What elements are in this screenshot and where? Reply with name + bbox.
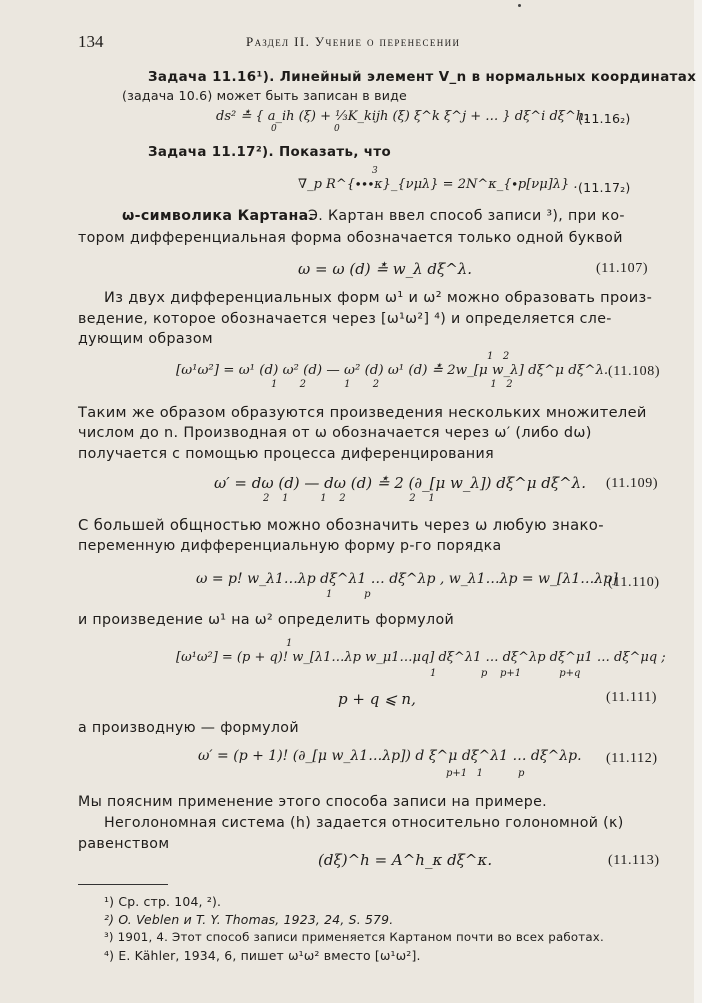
equation-number-11-16: (11.16₂) [578, 111, 631, 126]
page-number: 134 [78, 32, 104, 51]
footnote-2: ²) O. Veblen и T. Y. Thomas, 1923, 24, S. 579. [104, 912, 394, 927]
paragraph-line: числом до n. Производная от ω обозначается через ω′ (либо dω) [78, 425, 592, 441]
running-title: Раздел II. Учение о перенесении [246, 34, 461, 49]
equation-11-113: (dξ)^h = A^h_κ dξ^κ. [318, 851, 493, 869]
equation-11-111-line-1: [ω¹ω²] = (p + q)! w_[λ1…λp w_μ1…μq] dξ^λ1 … dξ^λp dξ^μ1 … dξ^μq ; [176, 650, 666, 665]
equation-11-110-below: 1 p [326, 589, 371, 600]
paragraph-line: и произведение ω¹ на ω² определить формулой [78, 612, 455, 628]
equation-11-17: ∇_p R^{∙∙∙κ}_{νμλ} = 2N^κ_{∙p[νμ]λ} . [298, 177, 578, 192]
footnote-3: ³) 1901, 4. Этот способ записи применяется Картаном почти во всех работах. [104, 930, 604, 944]
equation-number-11-107: (11.107) [596, 261, 649, 276]
paragraph-line: Э. Картан ввел способ записи ³), при ко- [308, 208, 625, 224]
problem-11-16-line: Задача 11.16¹). Линейный элемент V_n в нормальных координатах [148, 70, 697, 85]
problem-11-16-line-2: (задача 10.6) может быть записан в виде [122, 88, 407, 103]
equation-number-11-108: (11.108) [608, 364, 661, 379]
footnote-4: ⁴) E. Kähler, 1934, 6, пишет ω¹ω² вместо [ω¹ω²]. [104, 948, 421, 963]
equation-11-111-above: 1 [286, 638, 293, 649]
paragraph-line: Таким же образом образуются произведения нескольких множителей [78, 404, 647, 421]
equation-11-107: ω = ω (d) ≛ w_λ dξ^λ. [298, 260, 473, 278]
equation-11-112-below: p+1 1 p [446, 768, 525, 779]
paragraph-line: равенством [78, 836, 170, 852]
problem-11-17-line: Задача 11.17²). Показать, что [148, 145, 392, 160]
footnote-1: ¹) Ср. стр. 104, ²). [104, 894, 222, 909]
speck-mark [518, 4, 521, 7]
paragraph-line: Из двух дифференциальных форм ω¹ и ω² можно образовать произ- [104, 290, 653, 306]
paragraph-line: дующим образом [78, 331, 213, 347]
equation-11-109: ω′ = dω (d) — dω (d) ≛ 2 (∂_[μ w_λ]) dξ^μ dξ^λ. [214, 474, 586, 492]
equation-11-108-below: 1 2 1 2 1 2 [271, 379, 513, 390]
paragraph-line: Мы поясним применение этого способа записи на примере. [78, 794, 548, 810]
paragraph-line: получается с помощью процесса диференцирования [78, 446, 494, 462]
equation-11-108: [ω¹ω²] = ω¹ (d) ω² (d) — ω² (d) ω¹ (d) ≛ 2w_[μ w_λ] dξ^μ dξ^λ. [176, 363, 609, 378]
equation-number-11-112: (11.112) [606, 751, 658, 766]
equation-11-109-below: 2 1 1 2 2 1 [263, 493, 435, 504]
equation-number-11-113: (11.113) [608, 853, 660, 868]
equation-11-108-above: 1 2 [487, 351, 510, 362]
equation-11-17-above: 3 [372, 166, 378, 176]
paragraph-line: переменную дифференциальную форму p-го порядка [78, 538, 502, 554]
equation-number-11-109: (11.109) [606, 476, 659, 491]
footnote-rule [78, 884, 168, 885]
page-edge [694, 0, 702, 1003]
section-heading-cartan: ω-символика Картана. [122, 208, 315, 224]
equation-11-16-below: 0 0 [271, 124, 340, 134]
paragraph-line: С большей общностью можно обозначить через ω любую знако- [78, 517, 604, 534]
paragraph-line: ведение, которое обозначается через [ω¹ω²] ⁴) и определяется сле- [78, 311, 612, 327]
equation-11-112: ω′ = (p + 1)! (∂_[μ w_λ1…λp]) d ξ^μ dξ^λ1 … dξ^λp. [198, 748, 582, 764]
paragraph-line: а производную — формулой [78, 720, 299, 736]
equation-number-11-17: (11.17₂) [578, 180, 631, 195]
equation-11-110: ω = p! w_λ1…λp dξ^λ1 … dξ^λp , w_λ1…λp = w_[λ1…λp] [196, 571, 618, 587]
equation-number-11-110: (11.110) [608, 575, 660, 590]
paragraph-line: Неголономная система (h) задается относительно голономной (κ) [104, 815, 624, 831]
paragraph-line: тором дифференциальная форма обозначается только одной буквой [78, 230, 623, 246]
equation-number-11-111: (11.111) [606, 690, 658, 705]
equation-11-16: ds² ≛ { a_ih (ξ) + ⅓K_kijh (ξ) ξ^k ξ^j + … } dξ^i dξ^h. [216, 109, 589, 124]
equation-11-111-below: 1 p p+1 p+q [430, 668, 581, 679]
equation-11-111-line-2: p + q ⩽ n, [338, 690, 416, 708]
